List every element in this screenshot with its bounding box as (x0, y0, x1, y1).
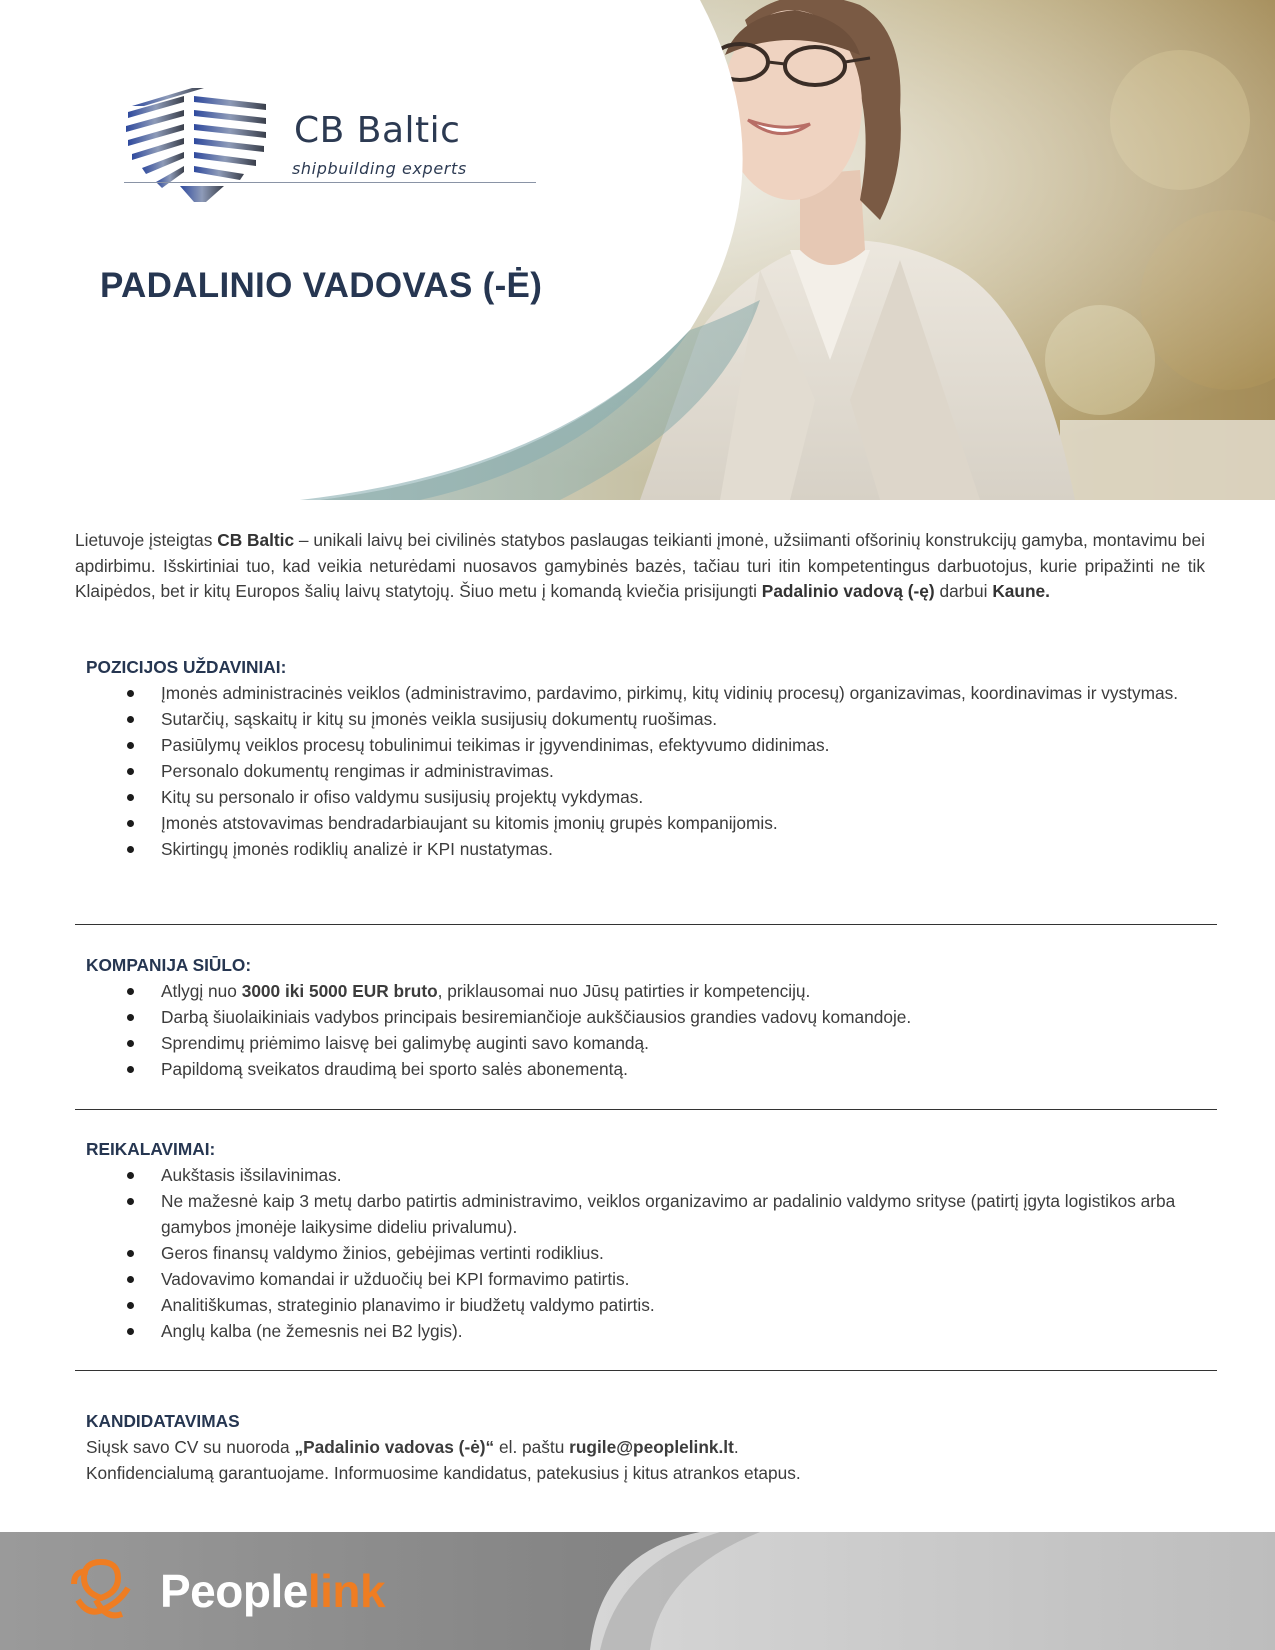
list-item: Papildomą sveikatos draudimą bei sporto salės abonementą. (75, 1056, 1205, 1082)
list-item: Atlygį nuo 3000 iki 5000 EUR bruto, priklausomai nuo Jūsų patirties ir kompetencijų. (75, 978, 1205, 1004)
list-item: Pasiūlymų veiklos procesų tobulinimui teikimas ir įgyvendinimas, efektyvumo didinimas. (75, 732, 1205, 758)
list-item: Analitiškumas, strateginio planavimo ir biudžetų valdymo patirtis. (75, 1292, 1205, 1318)
apply-instructions: Siųsk savo CV su nuoroda „Padalinio vadovas (-ė)“ el. paštu rugile@peoplelink.lt. (86, 1437, 739, 1457)
offer-section (75, 952, 1205, 1082)
contact-email[interactable]: rugile@peoplelink.lt (569, 1437, 734, 1457)
tasks-section (75, 654, 1205, 862)
apply-heading: KANDIDATAVIMAS (86, 1411, 240, 1431)
cb-baltic-logo-icon (124, 86, 274, 206)
section-divider (75, 924, 1217, 925)
list-item: Sprendimų priėmimo laisvę bei galimybę auginti savo komandą. (75, 1030, 1205, 1056)
company-name: CB Baltic (217, 530, 295, 550)
list-item: Kitų su personalo ir ofiso valdymu susijusių projektų vykdymas. (75, 784, 1205, 810)
cb-baltic-logo (124, 86, 544, 216)
hero-photo (0, 0, 1275, 500)
list-item: Darbą šiuolaikiniais vadybos principais besiremiančioje aukščiausios grandies vadovų komandoje. (75, 1004, 1205, 1030)
section-divider (75, 1109, 1217, 1110)
list-item: Aukštasis išsilavinimas. (75, 1162, 1205, 1188)
list-item: Įmonės atstovavimas bendradarbiaujant su kitomis įmonių grupės kompanijomis. (75, 810, 1205, 836)
list-item: Personalo dokumentų rengimas ir administravimas. (75, 758, 1205, 784)
list-item: Sutarčių, sąskaitų ir kitų su įmonės veikla susijusių dokumentų ruošimas. (75, 706, 1205, 732)
cb-baltic-tagline: shipbuilding experts (292, 159, 467, 178)
hero-banner (0, 0, 1275, 500)
list-item: Ne mažesnė kaip 3 metų darbo patirtis administravimo, veiklos organizavimo ar padalinio valdymo srityse (patirtį įgyta logistikos arba gamybos įmonėje laikysime dideliu privalumu). (75, 1188, 1205, 1240)
list-item: Įmonės administracinės veiklos (administravimo, pardavimo, pirkimų, kitų vidinių procesų) organizavimas, koordinavimas ir vystymas. (75, 680, 1205, 706)
job-description (75, 528, 1205, 1483)
confidentiality-note: Konfidencialumą garantuojame. Informuosime kandidatus, patekusius į kitus atrankos etapus. (86, 1463, 801, 1483)
tasks-list (75, 680, 1205, 862)
requirements-heading: REIKALAVIMAI: (86, 1139, 216, 1159)
peoplelink-logo-icon (66, 1554, 136, 1626)
offer-list (75, 978, 1205, 1082)
apply-section (75, 1408, 1205, 1486)
section-divider (75, 1370, 1217, 1371)
city-name: Kaune. (992, 581, 1050, 602)
peoplelink-wordmark: Peoplelink (160, 1565, 386, 1617)
cv-reference: „Padalinio vadovas (-ė)“ (294, 1437, 495, 1457)
logo-underline (124, 182, 536, 183)
role-name: Padalinio vadovą (-ę) (761, 581, 935, 602)
list-item: Skirtingų įmonės rodiklių analizė ir KPI nustatymas. (75, 836, 1205, 862)
requirements-list (75, 1162, 1205, 1344)
requirements-section (75, 1136, 1205, 1344)
cb-baltic-brand: CB Baltic (294, 110, 461, 151)
list-item: Anglų kalba (ne žemesnis nei B2 lygis). (75, 1318, 1205, 1344)
offer-heading: KOMPANIJA SIŪLO: (86, 955, 252, 975)
intro-paragraph: Lietuvoje įsteigtas CB Baltic – unikali laivų bei civilinės statybos paslaugas teikianti įmonė, užsiimanti ofšorinių konstrukcijų gamyba, montavimu bei apdirbimu. Išskirtiniai tuo, kad veikia neturėdami nuosavos gamybinės bazės, tačiau turi itin kompetentingus darbuotojus, kurie pripažinti ne tik Klaipėdos, bet ir kitų Europos šalių laivų statytojų. Šiuo metu į komandą kviečia prisijungti Padalinio vadovą (-ę) darbui Kaune. (75, 530, 1205, 602)
list-item: Geros finansų valdymo žinios, gebėjimas vertinti rodiklius. (75, 1240, 1205, 1266)
salary-range: 3000 iki 5000 EUR bruto (241, 981, 438, 1001)
tasks-heading: POZICIJOS UŽDAVINIAI: (86, 657, 287, 677)
list-item: Vadovavimo komandai ir užduočių bei KPI formavimo patirtis. (75, 1266, 1205, 1292)
footer-bar (0, 1532, 1275, 1650)
job-title: PADALINIO VADOVAS (-Ė) (100, 266, 543, 305)
